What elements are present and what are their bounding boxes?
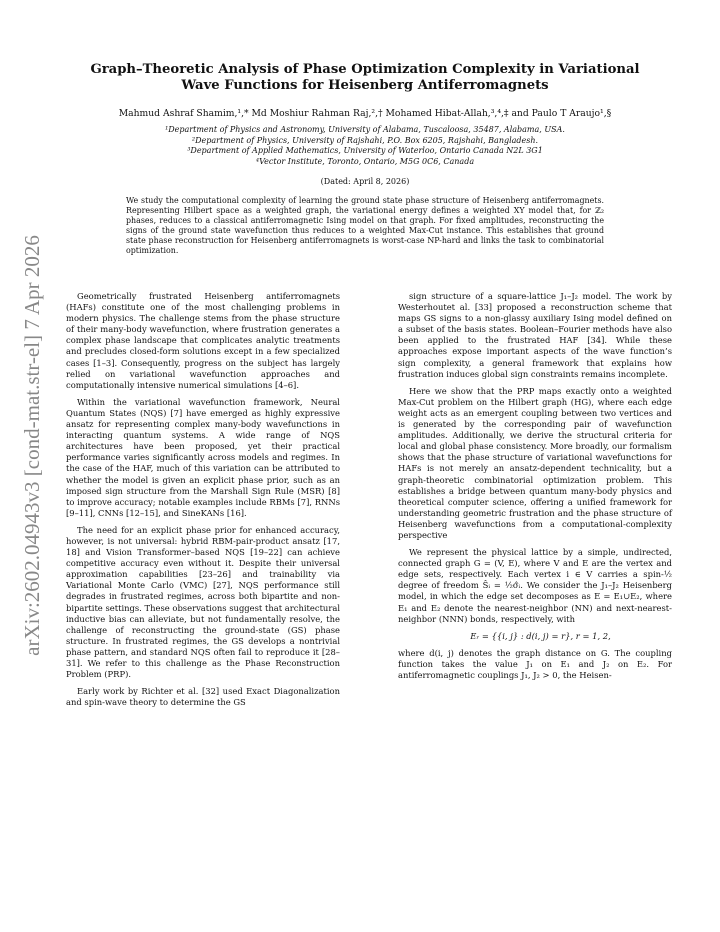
- paragraph: where d(i, j) denotes the graph distance on G. The coupling function takes the value J₁ on E₁ and J₂ on E₂. For antiferromagnetic couplings J₁, J₂ > 0, the Heisen-: [398, 647, 672, 680]
- right-column: [398, 291, 672, 687]
- paragraph: The need for an explicit phase prior for enhanced accuracy, however, is not universal: hybrid RBM-pair-product ansatz [17, 18] and Vision Transformer–based NQS [19–22] can achieve competitive accuracy even without it. Despite their universal approximation capabilities [23–26] and trainability via Variational Monte Carlo (VMC) [27], NQS performance still degrades in frustrated regimes, across both bipartite and non-bipartite settings. These observations suggest that architectural inductive bias can alleviate, but not fundamentally resolve, the challenge of reconstructing the ground-state (GS) phase structure. In frustrated regimes, the GS develops a nontrivial phase pattern, and standard NQS often fail to reproduce it [28–31]. We refer to this challenge as the Phase Reconstruction Problem (PRP).: [66, 524, 340, 680]
- affiliation-3: ³Department of Applied Mathematics, University of Waterloo, Ontario Canada N2L 3G1: [187, 146, 543, 156]
- paragraph: Here we show that the PRP maps exactly onto a weighted Max-Cut problem on the Hilbert graph (HG), where each edge weight acts as an emergent coupling between two vertices and is generated by the corresponding pair of wavefunction amplitudes. Additionally, we derive the structural criteria for local and global phase consistency. More broadly, our formalism shows that the phase structure of variational wavefunctions for HAFs is not merely an ansatz-dependent technicality, but a graph-theoretic combinatorial optimization problem. This establishes a bridge between quantum many-body physics and theoretical computer science, offering a unified framework for understanding geometric frustration and the phase structure of Heisenberg wavefunctions from a computational-complexity perspective: [398, 385, 672, 540]
- paragraph: sign structure of a square-lattice J₁–J₂ model. The work by Westerhoutet al. [33] proposed a reconstruction scheme that maps GS signs to a non-glassy auxiliary Ising model defined on a subset of the basis states. Boolean–Fourier methods have also been applied to the frustrated HAF [34]. While these approaches expose important aspects of the wave function’s sign complexity, a general framework that explains how frustration induces global sign constraints remains incomplete.: [398, 291, 672, 379]
- abstract: We study the computational complexity of learning the ground state phase structure of Heisenberg antiferromagnets. Representing Hilbert space as a weighted graph, the variational energy defines a weighted XY model that, for ℤ₂ phases, reduces to a classical antiferromagnetic Ising model on that graph. For fixed amplitudes, reconstructing the signs of the ground state wavefunction thus reduces to a weighted Max-Cut instance. This establishes that ground state phase reconstruction for Heisenberg antiferromagnets is worst-case NP-hard and links the task to combinatorial optimization.: [126, 196, 604, 256]
- paragraph: Geometrically frustrated Heisenberg antiferromagnets (HAFs) constitute one of the most challenging problems in modern physics. The challenge stems from the phase structure of their many-body wavefunction, where frustration generates a complex phase landscape that complicates analytic treatments and precludes closed-form solutions except in a few specialized cases [1–3]. Consequently, progress on the subject has largely relied on variational wavefunction approaches and computationally intensive numerical simulations [4–6].: [66, 291, 340, 390]
- equation-edge-sets: Eᵣ = {{i, j} : d(i, j) = r}, r = 1, 2,: [470, 630, 611, 641]
- affiliation-4: ⁴Vector Institute, Toronto, Ontario, M5G 0C6, Canada: [255, 156, 475, 166]
- left-column: [66, 291, 340, 714]
- author-list: Mahmud Ashraf Shamim,¹,* Md Moshiur Rahman Raj,²,† Mohamed Hibat-Allah,³,⁴,‡ and Paulo T Araujo¹,§: [118, 108, 612, 119]
- date-line: (Dated: April 8, 2026): [320, 177, 410, 186]
- paper-title: Graph–Theoretic Analysis of Phase Optimization Complexity in Variational Wave Functions for Heisenberg Antiferromagnets: [90, 62, 640, 93]
- paragraph: Early work by Richter et al. [32] used Exact Diagonalization and spin-wave theory to determine the GS: [66, 686, 340, 708]
- affiliation-1: ¹Department of Physics and Astronomy, University of Alabama, Tuscaloosa, 35487, Alabama, USA.: [165, 125, 565, 134]
- arxiv-identifier-text: arXiv:2602.04943v3 [cond-mat.str-el] 7 Apr 2026: [19, 234, 44, 656]
- paragraph: Within the variational wavefunction framework, Neural Quantum States (NQS) [7] have emerged as highly expressive ansatz for representing complex many-body wavefunctions in interacting quantum systems. A wide range of NQS architectures have been proposed, yet their practical performance varies significantly across models and regimes. In the case of the HAF, much of this variation can be attributed to whether the model is given an explicit phase prior, such as an imposed sign structure from the Marshall Sign Rule (MSR) [8] to improve accuracy; notable examples include RBMs [7], RNNs [9–11], CNNs [12–15], and SineKANs [16].: [66, 396, 340, 518]
- paragraph: We represent the physical lattice by a simple, undirected, connected graph G = (V, E), where V and E are the vertex and edge sets, respectively. Each vertex i ∈ V carries a spin-½ degree of freedom Ŝᵢ = ½σ̂ᵢ. We consider the J₁–J₂ Heisenberg model, in which the edge set decomposes as E = E₁∪E₂, where E₁ and E₂ denote the nearest-neighbor (NN) and next-nearest-neighbor (NNN) bonds, respectively, with: [398, 547, 672, 624]
- arxiv-side-identifier: [2, 225, 62, 665]
- affiliations: [70, 125, 660, 167]
- affiliation-2: ²Department of Physics, University of Rajshahi, P.O. Box 6205, Rajshahi, Bangladesh.: [191, 135, 539, 145]
